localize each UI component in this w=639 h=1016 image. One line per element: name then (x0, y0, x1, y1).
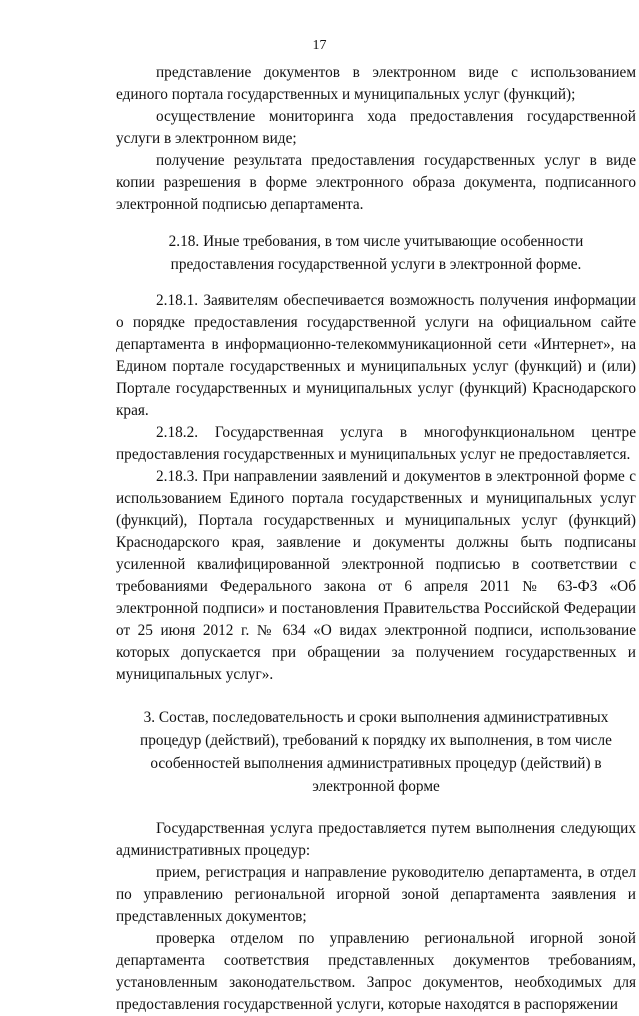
intro-paragraph-result: получение результата предоставления государственных услуг в виде копии разрешения в форме электронного образа документа, подписанного электронной подписью департамента. (116, 152, 636, 213)
paragraph-3-verification: проверка отделом по управлению региональной игорной зоной департамента соответствия представленных документов требованиям, установленным законодательством. Запрос документов, необходимых для предоставления государственной услуги, которые находятся в распоряжении (116, 930, 636, 1013)
paragraph-2-18-3: 2.18.3. При направлении заявлений и документов в электронной форме с использованием Единого портала государственных и муниципальных услуг (функций), Портала государственных и муниципальных услуг (функций) Краснодарского края, заявление и документы должны быть подписаны усиленной квалифицированной электронной подписью в соответствии с требованиями Федерального закона от 6 апреля 2011 № 63-ФЗ «Об электронной подписи» и постановления Правительства Российской Федерации от 25 июня 2012 г. № 634 «О видах электронной подписи, использование которых допускается при обращении за получением государственных и муниципальных услуг». (116, 468, 636, 683)
section-2-18-heading: 2.18. Иные требования, в том числе учитывающие особенности предоставления государственной услуги в электронной форме. (168, 233, 584, 273)
intro-paragraph-portal: представление документов в электронном виде с использованием единого портала государственных и муниципальных услуг (функций); (116, 64, 636, 103)
paragraph-3-reception: прием, регистрация и направление руководителю департамента, в отдел по управлению региональной игорной зоной департамента заявления и представленных документов; (116, 864, 636, 925)
section-3-heading: 3. Состав, последовательность и сроки выполнения административных процедур (действий), требований к порядку их выполнения, в том числе особенностей выполнения административных процедур (действий) в электронной форме (140, 709, 612, 795)
document-body (116, 62, 636, 1016)
paragraph-3-intro: Государственная услуга предоставляется путем выполнения следующих административных процедур: (116, 820, 636, 859)
paragraph-2-18-2: 2.18.2. Государственная услуга в многофункциональном центре предоставления государственных и муниципальных услуг не предоставляется. (116, 424, 636, 463)
paragraph-2-18-1: 2.18.1. Заявителям обеспечивается возможность получения информации о порядке предоставления государственной услуги на официальном сайте департамента в информационно-телекоммуникационной сети «Интернет», на Едином портале государственных и муниципальных услуг (функций) и (или) Портале государственных и муниципальных услуг (функций) Краснодарского края. (116, 292, 636, 419)
page-number: 17 (312, 38, 327, 53)
intro-paragraph-monitoring: осуществление мониторинга хода предоставления государственной услуги в электронном виде; (116, 108, 636, 147)
